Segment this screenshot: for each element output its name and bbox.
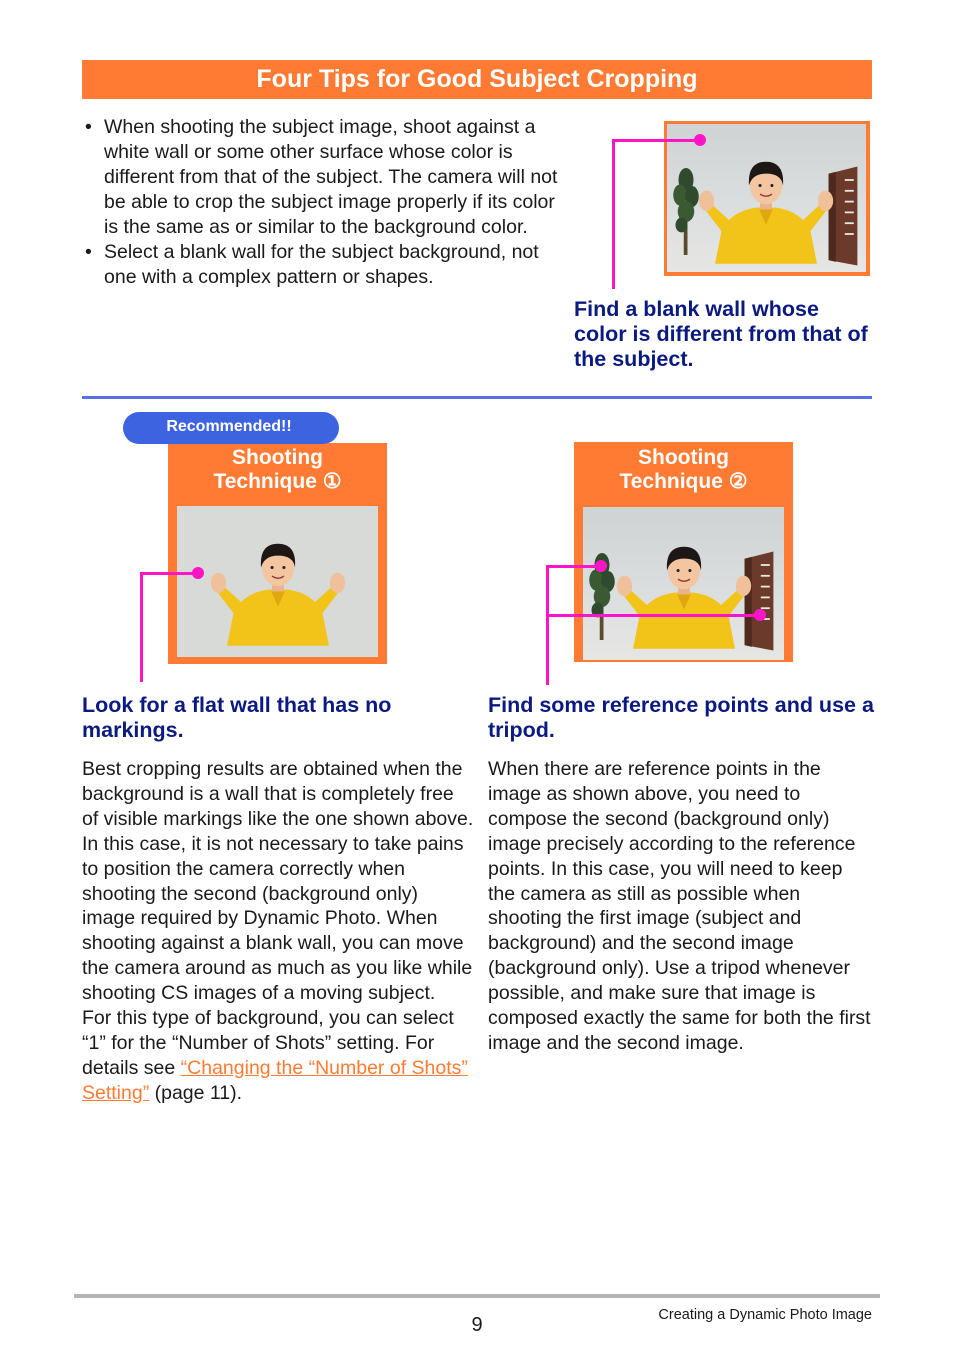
technique-2-photo <box>583 507 784 660</box>
section-title-banner <box>82 60 872 99</box>
recommended-badge <box>123 412 339 444</box>
callout-line-horizontal <box>140 572 198 575</box>
technique-2-body: When there are reference points in the image as shown above, you need to compose the second (background only) image precisely according to the reference points. In this case, you will need to keep the camera as still as possible when shooting the first image (subject and background) and the second image (background only). Use a tripod whenever possible, and make sure that image is composed exactly the same for both the first image and the second image. <box>488 758 871 1054</box>
callout-line-horizontal-cabinet <box>546 614 760 617</box>
top-photo-caption: Find a blank wall whose color is different from that of the subject. <box>574 297 868 371</box>
footer-divider <box>74 1294 880 1298</box>
callout-line-vertical <box>612 139 615 289</box>
technique-1-body-2 <box>82 1006 474 1106</box>
callout-dot <box>694 134 706 146</box>
technique-2-title-line2: Technique ② <box>619 470 748 493</box>
technique-1-body-2-page: (page 11). <box>149 1081 243 1104</box>
callout-line-vertical <box>140 572 143 682</box>
technique-1-body-block <box>82 757 474 1106</box>
callout-line-horizontal <box>612 139 700 142</box>
child-photo-icon <box>681 126 851 272</box>
tips-bullet-list <box>82 115 572 290</box>
technique-2-body-block <box>488 757 874 1056</box>
technique-1-title <box>168 446 387 494</box>
tip-bullet-1: • When shooting the subject image, shoot against a white wall or some other surface whose color is different from that of the subject. The camera will not be able to crop the subject image properly if its color is the same as or similar to the background color. <box>82 115 572 240</box>
technique-1-heading: Look for a flat wall that has no markings. <box>82 693 392 742</box>
technique-1-body: Best cropping results are obtained when the background is a wall that is completely free of visible markings like the one shown above. In this case, it is not necessary to take pains to position the camera correctly when shooting the second (background only) image required by Dynamic Photo. When shooting against a blank wall, you can move the camera around as much as you like while shooting CS images of a moving subject. <box>82 758 474 1005</box>
technique-2-heading: Find some reference points and use a tripod. <box>488 693 874 742</box>
number-of-shots-link[interactable]: “Changing the “Number of Shots” Setting” <box>82 1056 468 1104</box>
footer-chapter-title: Creating a Dynamic Photo Image <box>658 1307 872 1323</box>
technique-1-frame <box>168 443 387 664</box>
callout-dot <box>192 567 204 579</box>
technique-2-title-line1: Shooting <box>638 446 729 469</box>
tip-bullet-2: • Select a blank wall for the subject background, not one with a complex pattern or shapes. <box>82 240 572 290</box>
technique-2-frame <box>574 442 793 662</box>
technique-1-title-line2: Technique ① <box>213 470 342 493</box>
top-photo <box>667 124 866 272</box>
section-title: Four Tips for Good Subject Cropping <box>256 65 698 93</box>
section-divider <box>82 396 872 399</box>
callout-line-horizontal-plant <box>546 565 601 568</box>
recommended-badge-label: Recommended!! <box>166 418 292 435</box>
child-photo-icon <box>599 511 769 659</box>
child-photo-icon <box>193 508 363 656</box>
technique-1-title-line1: Shooting <box>232 446 323 469</box>
technique-2-title <box>574 446 793 494</box>
callout-line-vertical <box>546 565 549 685</box>
callout-dot-plant <box>595 560 607 572</box>
page-number: 9 <box>471 1314 483 1336</box>
technique-1-body-2-text: For this type of background, you can select “1” for the “Number of Shots” setting. For details see <box>82 1007 454 1079</box>
technique-1-photo <box>177 506 378 657</box>
callout-dot-cabinet <box>754 609 766 621</box>
